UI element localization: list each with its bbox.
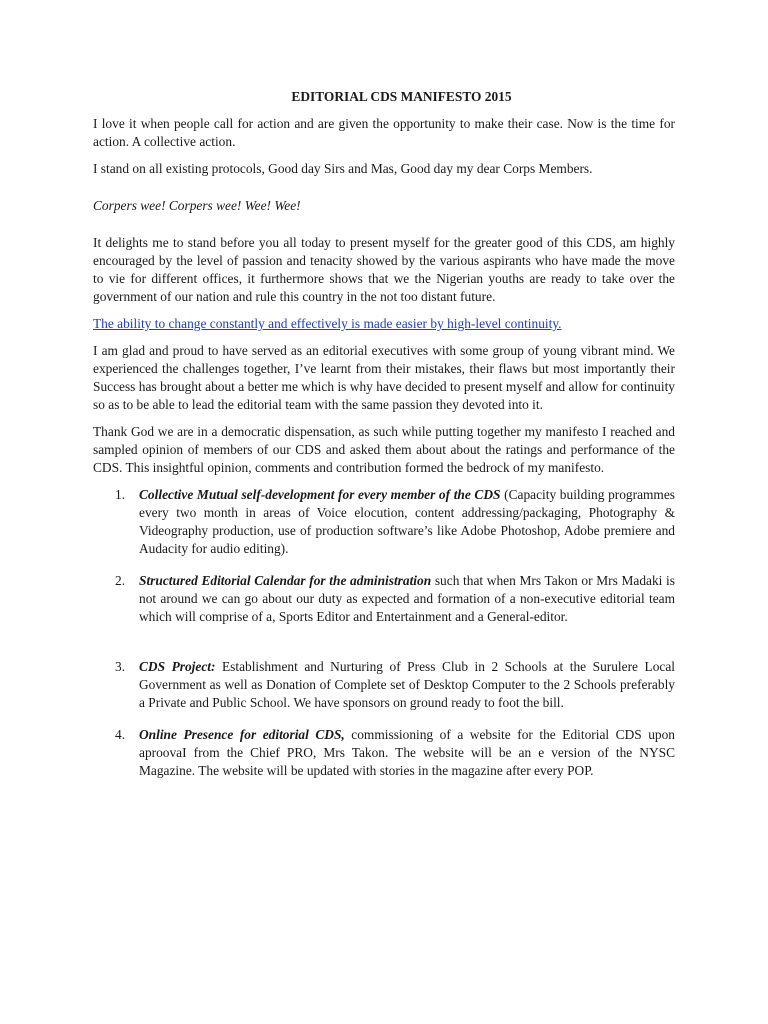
point-heading: Collective Mutual self-development for every member of the CDS xyxy=(139,487,505,502)
body-paragraph-3: Thank God we are in a democratic dispensation, as such while putting together my manifesto I reached and sampled opinion of members of our CDS and asked them about about the ratings and performance of the CDS. This insightful opinion, comments and contribution formed the bedrock of my manifesto. xyxy=(93,424,675,475)
continuity-link-paragraph xyxy=(93,315,675,333)
point-number: 1. xyxy=(115,487,126,502)
point-heading: Online Presence for editorial CDS, xyxy=(139,727,352,742)
manifesto-point xyxy=(93,658,675,712)
body-paragraph-1: It delights me to stand before you all today to present myself for the greater good of this CDS, am highly encouraged by the level of passion and tenacity showed by the various aspirants who have made the move to vie for different offices, it furthermore shows that we the Nigerian youths are ready to take over the government of our nation and rule this country in the not too distant future. xyxy=(93,235,675,304)
intro-paragraph-1: I love it when people call for action and are given the opportunity to make their case. Now is the time for action. A collective action. xyxy=(93,116,675,149)
point-heading: CDS Project: xyxy=(139,659,222,674)
point-text: Establishment and Nurturing of Press Club in 2 Schools at the Surulere Local Government as well as Donation of Complete set of Desktop Computer to the 2 Schools preferably a Private and Public School. We have sponsors on ground ready to foot the bill. xyxy=(139,659,675,710)
intro-paragraph-2: I stand on all existing protocols, Good day Sirs and Mas, Good day my dear Corps Members. xyxy=(93,161,593,176)
point-number: 2. xyxy=(115,573,126,588)
chant-line: Corpers wee! Corpers wee! Wee! Wee! xyxy=(93,198,301,213)
continuity-link[interactable]: The ability to change constantly and effectively is made easier by high-level continuity. xyxy=(93,316,562,331)
body-paragraph-2: I am glad and proud to have served as an editorial executives with some group of young vibrant mind. We experienced the challenges together, I’ve learnt from their mistakes, their flaws but most importantly their Success has brought about a better me which is why have decided to present myself and allow for continuity so as to be able to lead the editorial team with the same passion they devoted into it. xyxy=(93,343,675,412)
point-number: 3. xyxy=(115,659,126,674)
point-number: 4. xyxy=(115,727,126,742)
manifesto-point xyxy=(93,572,675,626)
document-title: EDITORIAL CDS MANIFESTO 2015 xyxy=(291,89,512,104)
manifesto-points-list xyxy=(93,486,675,780)
manifesto-point xyxy=(93,726,675,780)
point-heading: Structured Editorial Calendar for the administration xyxy=(139,573,435,588)
point-text: (Capacity building programmes every two month in areas of Voice elocution, content addressing/packaging, Photography & Videography production, use of production software’s like Adobe Photoshop, Adobe premiere and Audacity for audio editing). xyxy=(139,487,676,556)
point-text: such that when Mrs Takon or Mrs Madaki is not around we can go about our duty as expected and formation of a non-executive editorial team which will comprise of a, Sports Editor and Entertainment and a General-editor. xyxy=(139,573,675,624)
manifesto-point xyxy=(93,486,675,558)
point-text: commissioning of a website for the Editorial CDS upon aproovaI from the Chief PRO, Mrs Takon. The website will be an e version of the NYSC Magazine. The website will be updated with stories in the magazine after every POP. xyxy=(139,727,675,778)
